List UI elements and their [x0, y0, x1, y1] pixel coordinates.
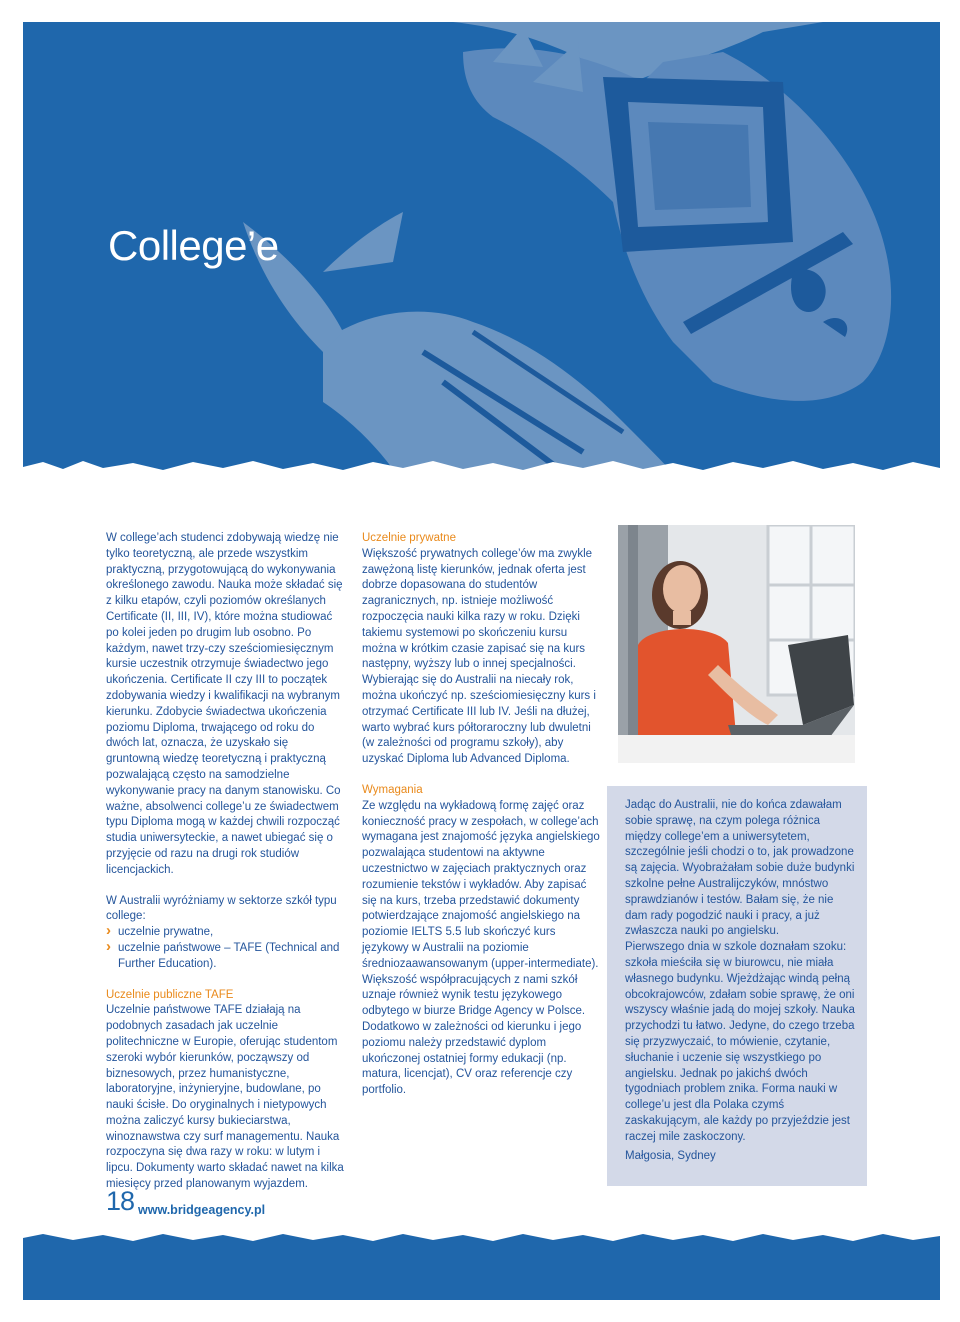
footer-band	[23, 1228, 940, 1300]
hero-banner	[23, 22, 940, 484]
tafe-paragraph: Uczelnie państwowe TAFE działają na podobnych zasadach jak uczelnie politechniczne w Europie, oferując studentom szeroki wybór kierunków, począwszy od biznesowych, przez humanistyczne, laboratoryjne, inżynieryjne, budowlane, po nauki ścisłe. Do oryginalnych i nietypowych można zaliczyć kursy bukieciarstwa, winoznawstwa czy surf managementu. Nauka rozpoczyna się dwa razy w roku: w lutym i lipcu. Dokumenty warto składać nawet na kilka miesięcy przed planowanym wyjazdem.	[106, 1004, 344, 1191]
page-title: College’e	[108, 222, 279, 269]
testimonial-paragraph-1: Jadąc do Australii, nie do końca zdawałam sobie sprawę, na czym polega różnica między college’em a uniwersytetem, szczególnie jeśli chodzi o to, jak prowadzone są zajęcia. Wyobrażałam sobie duże budynki szkolne pełne Australijczyków, mnóstwo sprawdzianów i testów. Bałam się, że nie dam rady pogodzić nauki i pracy, a już zwłaszcza nauki po angielsku.	[625, 799, 855, 938]
testimonial-paragraph-2: Pierwszego dnia w szkole doznałam szoku: szkoła mieściła się w biurowcu, nie miała własnego budynku. Wjeżdżając windą pełną obcokrajowców, zdałam sobie sprawę, że oni wszyscy właśnie jadą do mojej szkoły. Nauka przychodzi tu łatwo. Jedyne, do czego trzeba się przyzwyczaić, to mówienie, czytanie, słuchanie i uczenie się wszystkiego po angielsku. Jednak po jakichś dwóch tygodniach problem znika. Forma nauki w college’u jest dla Polaka czymś zaskakującym, ale każdy po przyjeździe jest raczej mile zaskoczony.	[625, 941, 855, 1143]
private-paragraph-1: Większość prywatnych college’ów ma zwykle zawężoną listę kierunków, jednak oferta jest dobrze dopasowana do studentów zagranicznych, np. istnieje możliwość rozpoczęcia nauki kilka razy w roku. Dzięki takiemu systemowi po skończeniu kursu można w krótkim czasie zapisać się na kurs następny, wyższy lub o innej specjalności.	[362, 547, 593, 671]
types-intro: W Australii wyróżniamy w sektorze szkół typu college:	[106, 894, 337, 923]
requirements-paragraph: Ze względu na wykładową formę zajęć oraz konieczność pracy w zespołach, w college’ach wymagana jest znajomość języka angielskiego pozwalająca studentowi na aktywne uczestnictwo w zajęciach praktycznych oraz rozumienie tekstów i wykładów. Aby zapisać się na kurs, trzeba przedstawić dokumenty potwierdzające znajomość angielskiego na poziomie IELTS 5.5 lub skończyć kurs językowy w Australii na poziomie średniozaawansowanym (upper-intermediate). Większość współpracujących z nami szkół uznaje również wynik testu językowego odbytego w biurze Bridge Agency w Polsce. Dodatkowo w zależności od kierunku i jego poziomu należy przedstawić dyplom ukończonej ostatniej formy edukacji (np. matura, licencjat), CV oraz referencje czy portfolio.	[362, 799, 600, 1097]
intro-paragraph: W college’ach studenci zdobywają wiedzę nie tylko teoretyczną, ale przede wszystkim praktyczną, przygotowującą do wykonywania określonego zawodu. Nauka może składać się z kilku etapów, czyli poziomów określanych Certificate (II, III, IV), które można studiować po kolei jeden po drugim lub osobno. Po każdym, nawet trzy-czy sześciomiesięcznym kursie uczestnik otrzymuje świadectwo jego ukończenia. Certificate II czy III to początek zdobywania wiedzy i kwalifikacji na wybranym kierunku. Zdobycie świadectwa ukończenia poziomu Diploma, trwającego od roku do dwóch lat, oznacza, że uzyskało się gruntowną wiedzę teoretyczną i praktyczną pozwalającą często na samodzielne wykonywanie pracy na danym stanowisku. Co ważne, absolwenci college’u ze świadectwem typu Diploma mogą w każdej chwili rozpocząć studia uniwersyteckie, a nawet ubiegać się o przyjęcie od razu na drugi rok studiów licencjackich.	[106, 532, 343, 876]
testimonial-text	[625, 798, 857, 1146]
private-heading: Uczelnie prywatne	[362, 532, 456, 544]
testimonial-signature: Małgosia, Sydney	[625, 1150, 716, 1162]
website-link[interactable]: www.bridgeagency.pl	[138, 1203, 266, 1217]
list-item: › uczelnie państwowe – TAFE (Technical and Further Education).	[106, 941, 344, 973]
list-item: › uczelnie prywatne,	[106, 925, 344, 941]
tafe-heading: Uczelnie publiczne TAFE	[106, 988, 234, 1001]
private-paragraph-2: Wybierając się do Australii na niecały rok, można ukończyć np. sześciomiesięczny kurs i otrzymać Certificate III lub IV. Jeśli na dłużej, warto wybrać kurs półtoraroczny lub dwuletni (w zależności od programu szkoły), aby uzyskać Diploma lub Advanced Diploma.	[362, 674, 596, 766]
column-middle	[362, 531, 602, 1099]
requirements-heading: Wymagania	[362, 783, 423, 796]
page-number: 18	[106, 1186, 135, 1216]
column-left	[106, 531, 344, 1193]
student-photo	[618, 525, 855, 763]
